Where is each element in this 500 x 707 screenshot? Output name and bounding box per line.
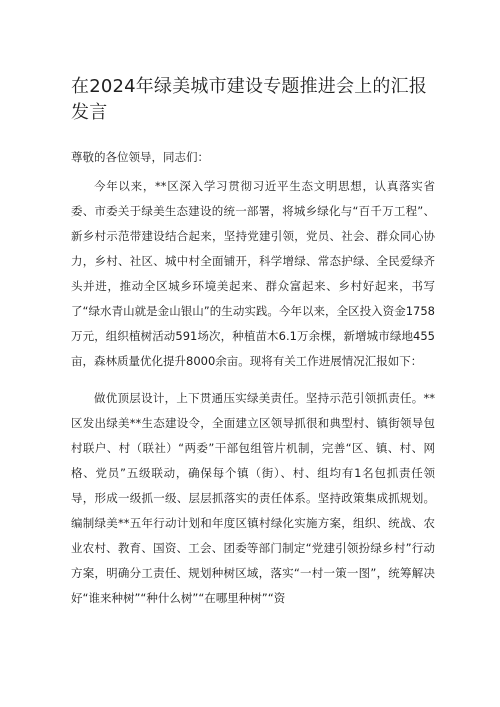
paragraph-intro: 今年以来，**区深入学习贯彻习近平生态文明思想，认真落实省委、市委关于绿美生态建设的统一部署，将城乡绿化与“百千万工程”、新乡村示范带建设结合起来，坚持党建引领，党员、社会、群众同心协力，乡村、社区、城中村全面铺开，科学增绿、常态护绿、全民爱绿齐头并进，推动全区城乡环境美起来、群众富起来、乡村好起来，书写了“绿水青山就是金山银山”的生动实践。今年以来，全区投入资金1758万元，组织植树活动591场次，种植苗木6.1万余棵，新增城市绿地455亩，森林质量优化提升8000余亩。现将有关工作进展情况汇报如下：	[71, 179, 435, 368]
document-body	[71, 145, 435, 611]
paragraph-top-level-design: 做优顶层设计，上下贯通压实绿美责任。坚持示范引领抓责任。**区发出绿美**生态建设令，全面建立区领导抓很和典型村、镇街领导包村联户、村（联社）“两委”干部包组管片机制，完善“区、镇、村、网格、党员”五级联动，确保每个镇（街）、村、组均有1名包抓责任领导，形成一级抓一级、层层抓落实的责任体系。坚持政策集成抓规划。编制绿美**五年行动计划和年度区镇村绿化实施方案，组织、统战、农业农村、教育、国资、工会、团委等部门制定“党建引领扮绿乡村”行动方案，明确分工责任、规划种树区域，落实“一村一策一图”，统筹解决好“谁来种树”“种什么树”“在哪里种树”“资	[71, 391, 435, 605]
document-title: 在2024年绿美城市建设专题推进会上的汇报发言	[71, 76, 428, 123]
salutation: 尊敬的各位领导，同志们：	[71, 150, 209, 164]
